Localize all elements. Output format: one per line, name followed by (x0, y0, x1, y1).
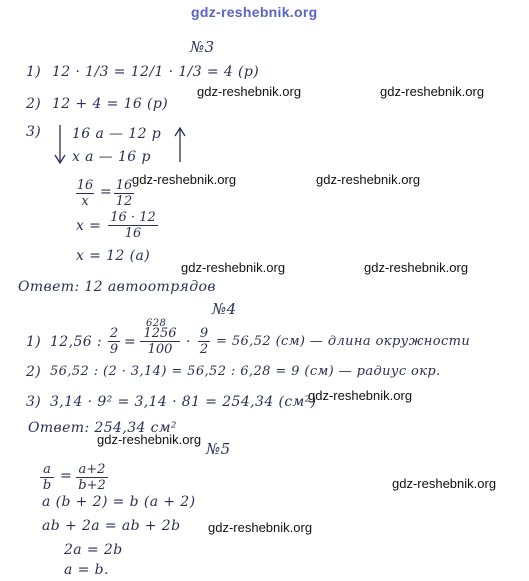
task3-answer: Ответ: 12 автоотрядов (18, 279, 216, 295)
task5-equals: = (60, 468, 73, 484)
task5-fraction-left (40, 462, 54, 493)
task4-fraction-1-numerator: 2 (109, 326, 119, 341)
task5-line4: a = b. (64, 562, 109, 578)
task3-line2-number: 2) (26, 96, 42, 112)
task3-fraction-equals: = (100, 184, 113, 200)
watermark: gdz-reshebnik.org (316, 172, 421, 187)
task4-fraction-1-denominator: 9 (109, 342, 119, 357)
watermark: gdz-reshebnik.org (181, 260, 286, 275)
watermark: gdz-reshebnik.org (364, 260, 469, 275)
task4-fraction-2 (140, 326, 180, 357)
task4-fraction-2-denominator: 100 (147, 342, 173, 357)
watermark: gdz-reshebnik.org (380, 84, 485, 99)
task4-answer: Ответ: 254,34 см² (28, 420, 177, 436)
task4-line1-result: = 56,52 (см) — длина окружности (216, 334, 471, 349)
task5-header: №5 (206, 440, 231, 458)
task3-fraction-left-denominator: x (81, 194, 89, 209)
watermark: gdz-reshebnik.org (308, 388, 413, 403)
task4-reduction-note: 628 (146, 318, 167, 329)
task4-header: №4 (212, 300, 237, 318)
task3-fraction-right (114, 178, 134, 209)
task4-fraction-3-numerator: 9 (199, 326, 209, 341)
task4-line2-number: 2) (26, 364, 42, 380)
task3-line1-expression: 12 · 1/3 = 12/1 · 1/3 = 4 (р) (52, 64, 260, 80)
task4-line2-expression: 56,52 : (2 · 3,14) = 56,52 : 6,28 = 9 (см) — радиус окр. (50, 364, 441, 379)
task3-line3-number: 3) (26, 124, 42, 140)
task4-times: · (186, 334, 191, 350)
task3-x-fraction (108, 210, 158, 241)
task5-line2: ab + 2a = ab + 2b (42, 518, 181, 534)
task3-proportion-row1: 16 а — 12 р (72, 126, 162, 142)
watermark: gdz-reshebnik.org (392, 476, 497, 491)
watermark-top: gdz-reshebnik.org (191, 4, 318, 20)
task5-fraction-left-denominator: b (42, 478, 52, 493)
task4-fraction-3 (198, 326, 210, 357)
task4-line1-start: 12,56 : (50, 334, 103, 350)
task3-line2-expression: 12 + 4 = 16 (р) (52, 96, 169, 112)
task3-x-result: x = 12 (а) (76, 248, 151, 264)
watermark: gdz-reshebnik.org (197, 84, 302, 99)
task4-fraction-3-denominator: 2 (199, 342, 209, 357)
task3-fraction-right-denominator: 12 (115, 194, 133, 209)
task5-line3: 2a = 2b (64, 542, 123, 558)
task4-equals-1: = (124, 334, 137, 350)
task3-fraction-left (76, 178, 94, 209)
task3-header: №3 (190, 38, 215, 56)
task4-line1-number: 1) (26, 334, 42, 350)
task3-fraction-right-numerator: 16 (115, 178, 133, 193)
task3-x-equals: x = (76, 218, 102, 234)
watermark: gdz-reshebnik.org (208, 520, 313, 535)
task3-x-fraction-denominator: 16 (124, 226, 142, 241)
task3-x-fraction-numerator: 16 · 12 (110, 210, 156, 225)
watermark: gdz-reshebnik.org (97, 432, 202, 447)
task4-line3-number: 3) (26, 394, 42, 410)
task4-fraction-2-numerator: 1256 (143, 326, 177, 341)
task5-fraction-right-numerator: a+2 (78, 462, 106, 477)
task3-proportion-row2: x а — 16 р (72, 149, 151, 165)
task4-fraction-1 (108, 326, 120, 357)
task5-line1: a (b + 2) = b (a + 2) (42, 494, 196, 510)
task5-fraction-right (76, 462, 108, 493)
task3-line1-number: 1) (26, 64, 42, 80)
task5-fraction-right-denominator: b+2 (78, 478, 106, 493)
task5-fraction-left-numerator: a (43, 462, 51, 477)
task3-fraction-left-numerator: 16 (76, 178, 94, 193)
watermark: gdz-reshebnik.org (132, 172, 237, 187)
task4-line3-expression: 3,14 · 9² = 3,14 · 81 = 254,34 (см²) (50, 394, 317, 410)
